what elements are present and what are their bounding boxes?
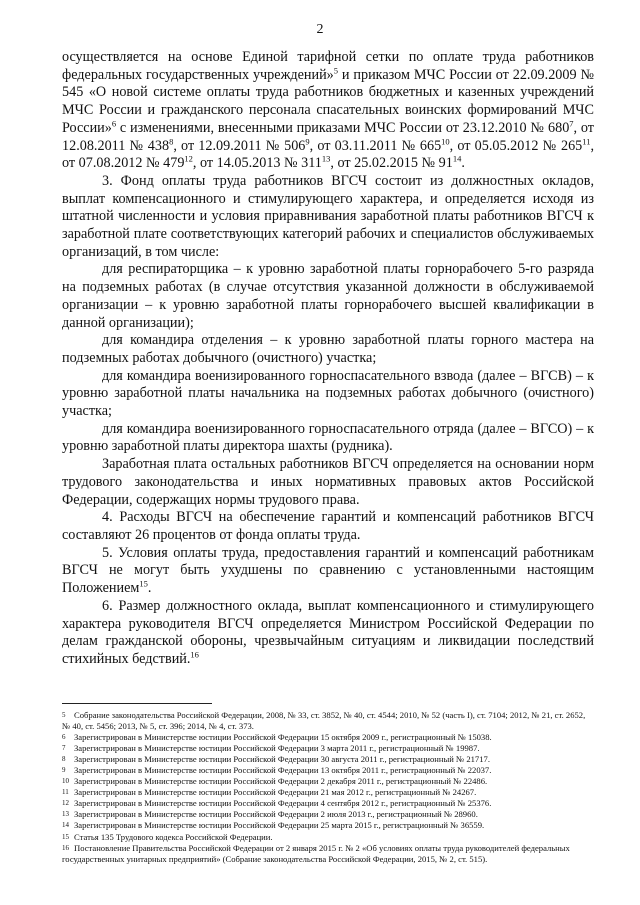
footnote-text: Зарегистрирован в Министерстве юстиции Российской Федерации 15 октября 2009 г., регистрационный № 15038.	[74, 732, 492, 743]
footnote-number: 13	[62, 810, 69, 819]
footnote-number: 15	[62, 832, 69, 841]
paragraph	[62, 598, 594, 669]
footnote-reference[interactable]: 9	[305, 135, 310, 146]
paragraph-text: для командира военизированного горноспасательного взвода (далее – ВГСВ) – к уровню заработной платы начальника на подземных работах добычного (очистного) участка;	[62, 367, 594, 420]
footnote-reference[interactable]: 11	[582, 135, 591, 146]
paragraph-text: осуществляется на основе Единой тарифной сетки по оплате труда работников федеральных государственных учреждений»	[62, 49, 594, 83]
paragraph-text: 4. Расходы ВГСЧ на обеспечение гарантий и компенсаций работников ВГСЧ составляют 26 процентов от фонда оплаты труда.	[62, 509, 594, 543]
footnote-number: 6	[62, 733, 66, 742]
paragraph-text: для командира военизированного горноспасательного отряда (далее – ВГСО) – к уровню заработной платы директора шахты (рудника).	[62, 420, 594, 455]
footnote-number: 9	[62, 766, 66, 775]
footnote-text: Зарегистрирован в Министерстве юстиции Российской Федерации 3 марта 2011 г., регистрационный № 19987.	[74, 743, 480, 754]
paragraph	[62, 421, 594, 456]
footnotes	[62, 710, 594, 865]
footnote-text: Постановление Правительства Российской Федерации от 2 января 2015 г. № 2 «Об условиях оплаты труда руководителей федеральных государственных унитарных предприятий» (Собрание законодательства Российской Федерации, 2015, № 2, ст. 515).	[62, 842, 570, 864]
footnote	[62, 765, 594, 776]
paragraph-text: 5. Условия оплаты труда, предоставления гарантий и компенсаций работникам ВГСЧ не могут быть ухудшены по сравнению с установленными настоящим Положением	[62, 544, 594, 597]
paragraph-text: , от 12.08.2011 № 438	[62, 119, 595, 154]
paragraph-text: , от 25.02.2015 № 91	[330, 155, 453, 172]
paragraph-text: .	[147, 580, 152, 597]
paragraph-text: 6. Размер должностного оклада, выплат компенсационного и стимулирующего характера руководителя ВГСЧ определяется Министром Российской Федерации по делам гражданской обороны, чрезвычайным ситуациям и ликвидации последствий стихийных бедствий.	[62, 597, 594, 667]
footnote-reference[interactable]: 13	[321, 153, 331, 164]
footnote-text: Статья 135 Трудового кодекса Российской Федерации.	[74, 831, 273, 842]
footnote-number: 12	[62, 799, 69, 808]
paragraph	[62, 173, 594, 262]
footnote-reference[interactable]: 15	[139, 578, 148, 589]
footnote-reference[interactable]: 6	[111, 118, 117, 129]
footnote-number: 14	[62, 821, 69, 830]
footnote-reference[interactable]: 16	[190, 649, 199, 660]
footnote	[62, 820, 594, 831]
footnote	[62, 787, 594, 798]
footnote-number: 5	[62, 711, 66, 719]
paragraph	[62, 332, 594, 367]
footnote-text: Зарегистрирован в Министерстве юстиции Российской Федерации 25 марта 2015 г., регистрационный № 36559.	[74, 820, 485, 831]
footnote-reference[interactable]: 12	[184, 153, 193, 164]
footnote-number: 8	[62, 755, 66, 764]
footnote-text: Собрание законодательства Российской Федерации, 2008, № 33, ст. 3852, № 40, ст. 4544; 2010, № 52 (часть I), ст. 7104; 2012, № 21, ст. 2652, № 40, ст. 5456; 2013, № 5, ст. 396; 2014, № 4, ст. 373.	[62, 710, 586, 732]
footnote-text: Зарегистрирован в Министерстве юстиции Российской Федерации 13 октября 2011 г., регистрационный № 22037.	[74, 765, 492, 776]
paragraph-text: , от 05.05.2012 № 265	[449, 137, 583, 154]
footnote-number: 11	[62, 788, 69, 797]
paragraph	[62, 545, 594, 598]
footnote	[62, 743, 594, 754]
footnote-reference[interactable]: 7	[569, 118, 574, 129]
paragraph	[62, 456, 594, 509]
paragraph	[62, 368, 594, 421]
footnote-text: Зарегистрирован в Министерстве юстиции Российской Федерации 4 сентября 2012 г., регистрационный № 25376.	[74, 798, 492, 809]
footnote-text: Зарегистрирован в Министерстве юстиции Российской Федерации 21 мая 2012 г., регистрационный № 24267.	[74, 787, 477, 798]
document-body	[62, 49, 594, 669]
paragraph	[62, 509, 594, 544]
footnote	[62, 832, 594, 843]
footnote-reference[interactable]: 5	[333, 64, 339, 75]
footnote-text: Зарегистрирован в Министерстве юстиции Российской Федерации 2 декабря 2011 г., регистрационный № 22486.	[74, 776, 488, 787]
paragraph-text: .	[461, 155, 465, 172]
paragraph-text: для командира отделения – к уровню заработной платы горного мастера на подземных работах добычного (очистного) участка;	[62, 332, 594, 366]
paragraph-text: , от 14.05.2013 № 311	[192, 155, 322, 172]
footnote-reference[interactable]: 14	[452, 153, 462, 164]
paragraph-text: , от 07.08.2012 № 479	[62, 137, 594, 172]
footnote-reference[interactable]: 8	[169, 135, 174, 146]
footnote	[62, 843, 594, 865]
footnote	[62, 732, 594, 743]
footnote-number: 16	[62, 843, 69, 852]
paragraph	[62, 261, 594, 332]
paragraph-text: Заработная плата остальных работников ВГСЧ определяется на основании норм трудового законодательства и иных нормативных правовых актов Российской Федерации, содержащих нормы трудового права.	[62, 456, 594, 508]
paragraph-text: , от 03.11.2011 № 665	[309, 137, 442, 154]
footnote-text: Зарегистрирован в Министерстве юстиции Российской Федерации 30 августа 2011 г., регистрационный № 21717.	[74, 754, 490, 765]
footnote-reference[interactable]: 10	[441, 135, 450, 146]
paragraph-text: для респираторщика – к уровню заработной платы горнорабочего 5-го разряда на подземных работах (в случае отсутствия указанной должности в обслуживаемой организации – к уровню заработной платы горнорабочего высшей квалификации в данной организации);	[62, 261, 594, 331]
footnote-text: Зарегистрирован в Министерстве юстиции Российской Федерации 2 июля 2013 г., регистрационный № 28960.	[74, 809, 478, 820]
footnote	[62, 754, 594, 765]
paragraph-text: и приказом МЧС России от 22.09.2009 № 545 «О новой системе оплаты труда работников бюджетных и казенных учреждений МЧС России и гражданского персонала спасательных воинских формирований МЧС России»	[62, 66, 595, 136]
paragraph-text: 3. Фонд оплаты труда работников ВГСЧ состоит из должностных окладов, выплат компенсационного и стимулирующего характера, и определяется исходя из штатной численности и условия приравнивания заработной платы работников ВГСЧ к заработной плате соответствующих категорий рабочих и специалистов обслуживаемых организаций, в том числе:	[62, 172, 594, 260]
paragraph-text: , от 12.09.2011 № 506	[173, 137, 306, 154]
footnote	[62, 809, 594, 820]
page-number: 2	[316, 22, 324, 37]
footnote-divider	[62, 703, 212, 704]
footnote	[62, 776, 594, 787]
footnote-number: 7	[62, 744, 66, 753]
footnote-number: 10	[62, 777, 69, 786]
footnote	[62, 710, 594, 732]
paragraph-text: с изменениями, внесенными приказами МЧС России от 23.12.2010 № 680	[116, 119, 570, 136]
paragraph	[62, 49, 594, 173]
footnote	[62, 798, 594, 809]
